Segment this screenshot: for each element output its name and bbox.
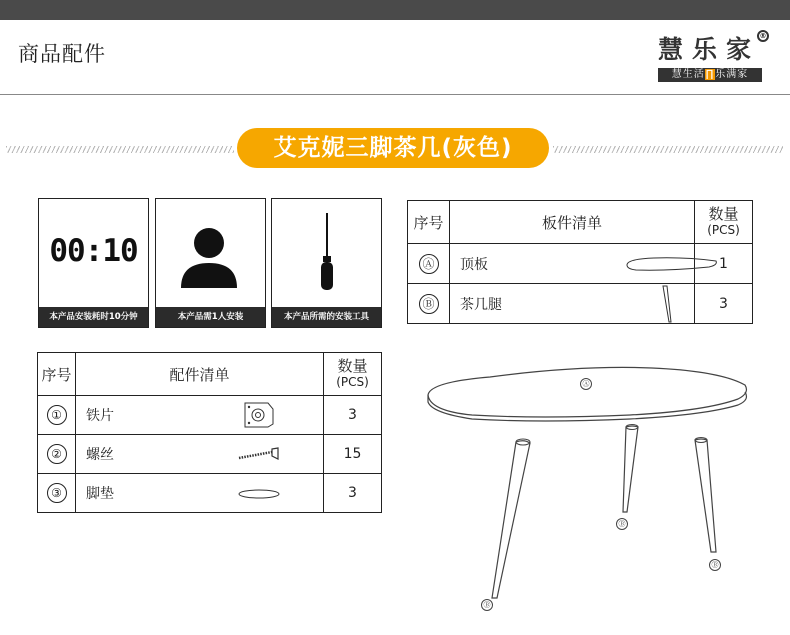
row-qty: 3 — [695, 284, 753, 324]
diagram-label-b: Ⓑ — [481, 599, 493, 611]
install-people-card — [155, 198, 266, 328]
diagram-label-a: Ⓐ — [580, 378, 592, 390]
leg-drawing-right — [695, 439, 716, 552]
screwdriver-icon — [272, 199, 383, 307]
leg-icon — [661, 285, 673, 323]
leg-drawing-left — [492, 441, 530, 598]
row-id: ② — [47, 444, 67, 464]
diagram-label-b: Ⓑ — [709, 559, 721, 571]
row-id: ① — [47, 405, 67, 425]
row-id: ③ — [47, 483, 67, 503]
install-time-caption: 本产品安装耗时10分钟 — [39, 307, 148, 327]
row-name: 铁片 — [86, 408, 114, 424]
brand-mark-icon: ® — [757, 30, 769, 42]
install-time-card — [38, 198, 149, 328]
board-list-table — [407, 200, 753, 324]
tabletop-icon — [624, 256, 720, 272]
col-no-header: 序号 — [38, 353, 76, 396]
screw-icon — [236, 447, 282, 463]
install-people-caption: 本产品需1人安装 — [156, 307, 265, 327]
title-stripe-left — [6, 146, 234, 153]
row-name: 螺丝 — [86, 447, 114, 463]
table-row — [38, 396, 382, 435]
table-header-row — [408, 201, 753, 244]
col-no-header: 序号 — [408, 201, 450, 244]
tabletop-drawing — [428, 367, 746, 417]
table-row — [38, 474, 382, 513]
timer-display: 00:10 — [49, 233, 138, 269]
table-row — [38, 435, 382, 474]
foot-pad-icon — [236, 487, 282, 501]
diagram-label-b: Ⓑ — [616, 518, 628, 530]
row-qty: 3 — [324, 474, 382, 513]
table-row — [408, 244, 753, 284]
table-row — [408, 284, 753, 324]
brand-logo — [658, 30, 768, 86]
top-bar — [0, 0, 790, 20]
col-name-header: 板件清单 — [450, 201, 695, 244]
install-tool-caption: 本产品所需的安装工具 — [272, 307, 381, 327]
brand-slogan: 慧生活∏乐满家 — [658, 68, 762, 82]
leg-drawing-middle — [623, 426, 638, 512]
table-header-row — [38, 353, 382, 396]
parts-list-table — [37, 352, 382, 513]
brand-name: 慧乐家 — [658, 35, 761, 64]
row-name: 茶几腿 — [460, 296, 502, 313]
person-icon — [156, 199, 267, 307]
bracket-icon — [242, 400, 276, 430]
row-qty: 3 — [324, 396, 382, 435]
row-name: 顶板 — [460, 256, 488, 273]
col-qty-header: 数量 (PCS) — [324, 353, 382, 396]
row-qty: 15 — [324, 435, 382, 474]
col-name-header: 配件清单 — [76, 353, 324, 396]
page-title: 商品配件 — [18, 42, 106, 66]
row-id: Ⓐ — [419, 254, 439, 274]
assembly-diagram — [420, 355, 760, 625]
row-qty: 1 — [695, 244, 753, 284]
install-tool-card — [271, 198, 382, 328]
row-name: 脚垫 — [86, 486, 114, 502]
col-qty-header: 数量 (PCS) — [695, 201, 753, 244]
header-divider — [0, 94, 790, 95]
product-title: 艾克妮三脚茶几(灰色) — [237, 128, 549, 168]
row-id: Ⓑ — [419, 294, 439, 314]
title-stripe-right — [553, 146, 783, 153]
